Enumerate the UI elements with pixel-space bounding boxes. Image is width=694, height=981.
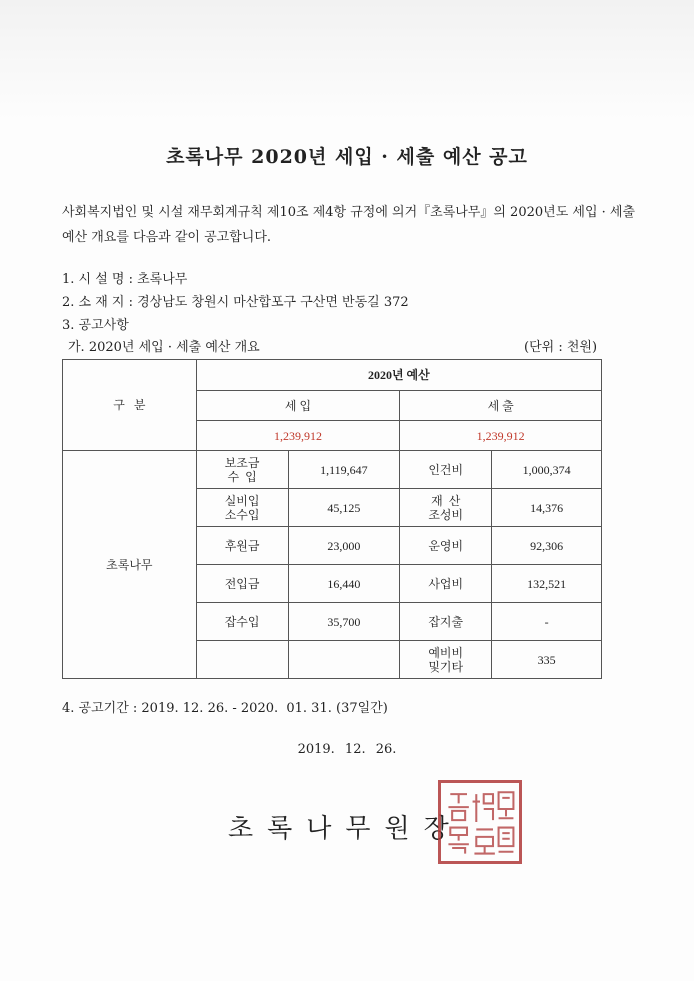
unit-label: (단위 : 천원): [524, 340, 598, 355]
income-label: 보조금 수 입: [196, 451, 288, 489]
notice-date: 2019. 12. 26.: [297, 742, 397, 757]
expense-value: 92,306: [492, 527, 602, 565]
income-label: 잡수입: [196, 603, 288, 641]
header-budget: 2020년 예산: [196, 360, 601, 391]
income-value: [288, 641, 400, 679]
expense-label: 운영비: [400, 527, 492, 565]
expense-value: -: [492, 603, 602, 641]
header-category: 구 분: [63, 360, 197, 451]
official-seal-icon: [438, 780, 522, 864]
income-value: 16,440: [288, 565, 400, 603]
budget-table: [62, 359, 602, 679]
income-label: 전입금: [196, 565, 288, 603]
item-facility-name: 1. 시 설 명 : 초록나무: [62, 272, 188, 287]
income-value: 35,700: [288, 603, 400, 641]
expense-value: 1,000,374: [492, 451, 602, 489]
header-expense: 세 출: [400, 391, 602, 421]
page-title: 초록나무 2020년 세입 · 세출 예산 공고: [166, 146, 528, 168]
expense-value: 14,376: [492, 489, 602, 527]
header-income: 세 입: [196, 391, 400, 421]
scan-shading: [0, 0, 694, 120]
expense-value: 132,521: [492, 565, 602, 603]
table-row: [63, 451, 602, 489]
expense-value: 335: [492, 641, 602, 679]
total-income: 1,239,912: [196, 421, 400, 451]
sub-item-budget-overview: 가. 2020년 세입 · 세출 예산 개요: [68, 340, 260, 355]
income-label: 실비입 소수입: [196, 489, 288, 527]
income-label: [196, 641, 288, 679]
org-name-cell: 초록나무: [63, 451, 197, 679]
signer-name: 초록나무원장: [228, 814, 463, 844]
item-notice: 3. 공고사항: [62, 318, 129, 333]
income-label: 후원금: [196, 527, 288, 565]
expense-label: 예비비 및기타: [400, 641, 492, 679]
income-value: 45,125: [288, 489, 400, 527]
expense-label: 잡지출: [400, 603, 492, 641]
expense-label: 사업비: [400, 565, 492, 603]
seal-graphic: [441, 783, 519, 861]
total-expense: 1,239,912: [400, 421, 602, 451]
intro-paragraph: 사회복지법인 및 시설 재무회계규칙 제10조 제4항 규정에 의거『초록나무』의 2020년도 세입 · 세출 예산 개요를 다음과 같이 공고합니다.: [62, 205, 636, 245]
income-value: 23,000: [288, 527, 400, 565]
expense-label: 재 산 조성비: [400, 489, 492, 527]
expense-label: 인건비: [400, 451, 492, 489]
notice-period: 4. 공고기간 : 2019. 12. 26. - 2020. 01. 31. (37일간): [62, 701, 388, 716]
income-value: 1,119,647: [288, 451, 400, 489]
item-address: 2. 소 재 지 : 경상남도 창원시 마산합포구 구산면 반동길 372: [62, 295, 409, 310]
table-header-row: [63, 360, 602, 391]
